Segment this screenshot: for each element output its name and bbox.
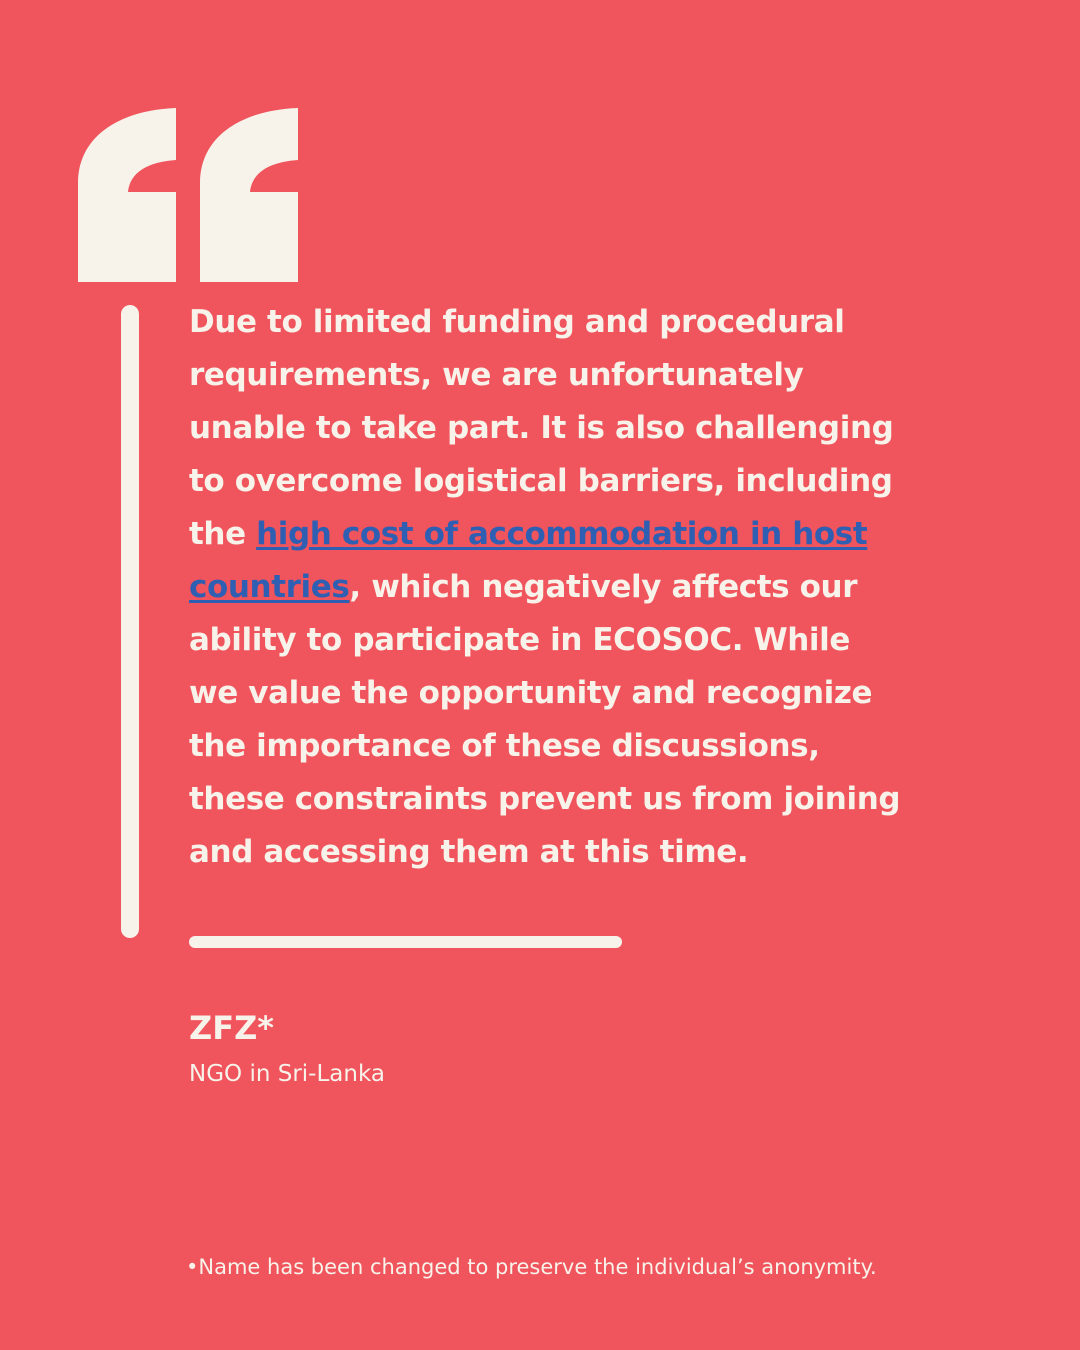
opening-quote-icon [78,108,298,282]
quote-left-bar [121,305,139,938]
accommodation-cost-link[interactable]: high cost of accommodation in host countries [189,516,868,605]
quote-underline-bar [189,936,622,948]
author-name: ZFZ* [189,1009,274,1047]
author-organization: NGO in Sri-Lanka [189,1061,385,1087]
quote-text-before-link: Due to limited funding and procedural requirements, we are unfortunately unable to take part. It is also challenging to overcome logistical barriers, including the [189,304,894,552]
anonymity-footnote: •Name has been changed to preserve the individual’s anonymity. [186,1255,877,1279]
quote-text [189,296,909,879]
quote-text-after-link: , which negatively affects our ability to participate in ECOSOC. While we value the opportunity and recognize the importance of these discussions, these constraints prevent us from joining and accessing them at this time. [189,569,901,870]
